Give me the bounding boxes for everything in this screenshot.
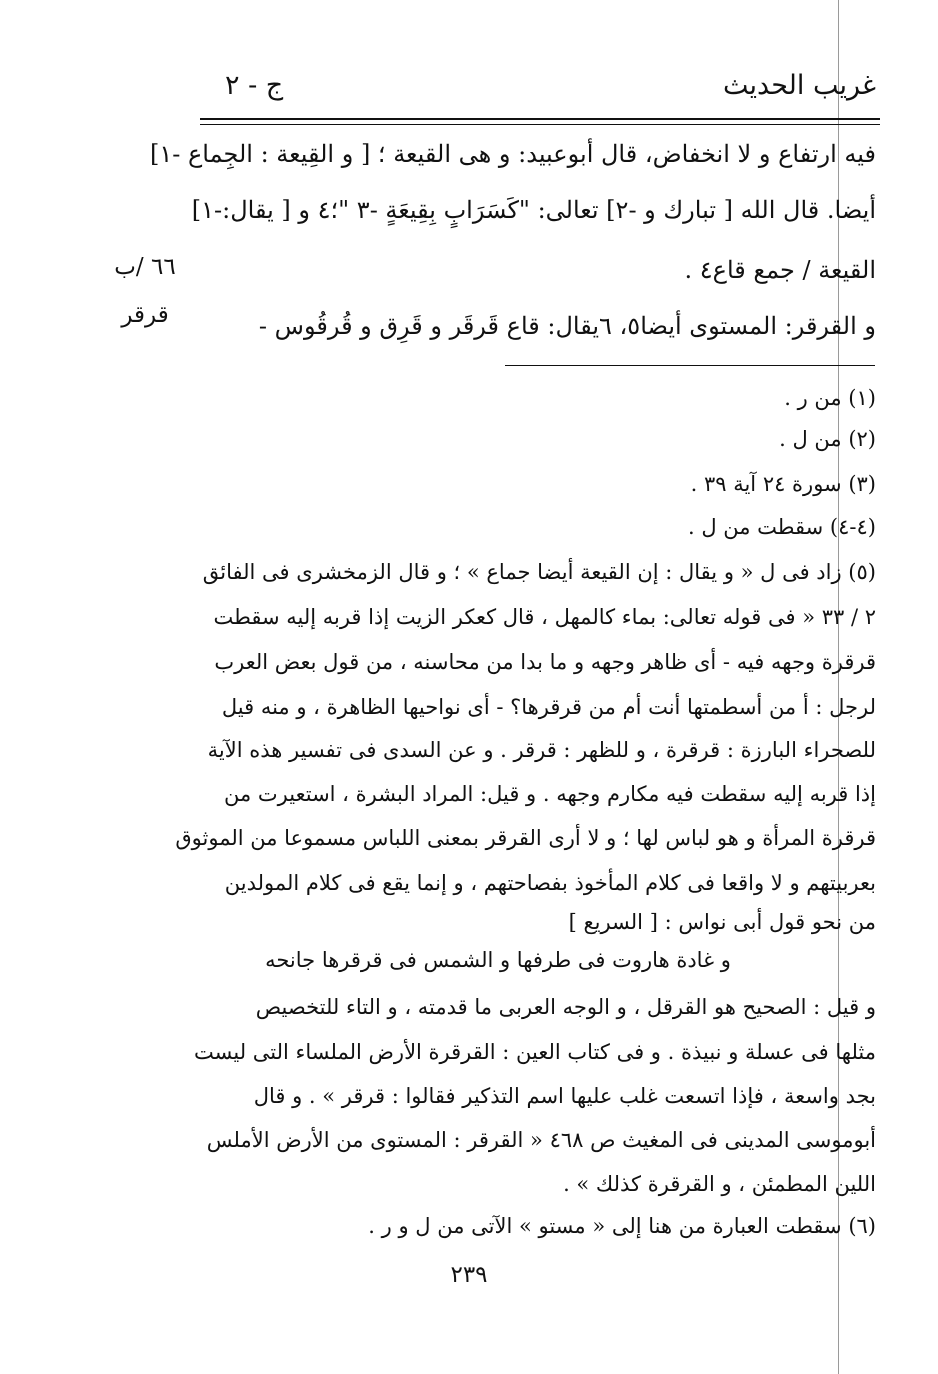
running-title: غريب الحديث bbox=[723, 70, 876, 101]
body-line-4: و القرقر: المستوى أيضا٥، ٦يقال: قاع قَرقَر و قَرِق و قُرقُوس - bbox=[258, 312, 876, 340]
poetry-verse: و غادة هاروت فى طرفها و الشمس فى قرقرها جانحه bbox=[265, 948, 731, 972]
footnote-2: (٢) من ل . bbox=[779, 427, 876, 451]
footnote-3: (٣) سورة ٢٤ آية ٣٩ . bbox=[690, 472, 876, 496]
footnote-5-line-3: قرقرة وجهه فيه - أى ظاهر وجهه و ما بدا من محاسنه ، من قول بعض العرب bbox=[214, 650, 876, 674]
footnote-5-line-5: للصحراء البارزة : قرقرة ، و للظهر : قرقر . و عن السدى فى تفسير هذه الآية bbox=[207, 738, 876, 762]
footnote-5-line-14: اللين المطمئن ، و القرقرة كذلك » . bbox=[563, 1172, 876, 1196]
header-rule-thin bbox=[200, 124, 880, 125]
footnote-6: (٦) سقطت العبارة من هنا إلى « مستو » الآتى من ل و ر . bbox=[368, 1214, 876, 1238]
footnote-1: (١) من ر . bbox=[784, 386, 876, 410]
footnote-5-line-1: (٥) زاد فى ل « و يقال : إن القيعة أيضا جماع » ؛ و قال الزمخشرى فى الفائق bbox=[202, 560, 876, 584]
footnote-5-line-4: لرجل : أ من أسطمتها أنت أم من قرقرها؟ - أى نواحيها الظاهرة ، و منه قيل bbox=[221, 695, 876, 719]
footnote-5-line-8: بعربيتهم و لا واقعا فى كلام المأخوذ بفصاحتهم ، و إنما يقع فى كلام المولدين bbox=[224, 871, 876, 895]
footnote-separator bbox=[505, 365, 875, 366]
header-rule bbox=[200, 118, 880, 120]
margin-folio-marker: ٦٦ /ب bbox=[114, 254, 176, 280]
volume-indicator: ج - ٢ bbox=[225, 70, 284, 101]
body-line-1: فيه ارتفاع و لا انخفاض، قال أبوعبيد: و هى القيعة ؛ [ و القِيعة : الجِماع -١] bbox=[149, 140, 876, 168]
margin-headword: قرقر bbox=[121, 302, 169, 328]
footnote-5-line-6: إذا قربه إليه سقطت فيه مكارم وجهه . و قيل: المراد البشرة ، استعيرت من bbox=[224, 782, 876, 806]
body-line-3: القيعة / جمع قاع٤ . bbox=[684, 256, 876, 284]
footnote-5-line-11: مثلها فى عسلة و نبيذة . و فى كتاب العين : القرقرة الأرض الملساء التى ليست bbox=[194, 1040, 876, 1064]
page-number: ٢٣٩ bbox=[450, 1262, 488, 1288]
footnote-5-line-7: قرقرة المرأة و هو لباس لها ؛ و لا أرى القرقر بمعنى اللباس مسموعا من الموثوق bbox=[175, 826, 876, 850]
footnote-5-line-2: ٢ / ٣٣ « فى قوله تعالى: بماء كالمهل ، قال كعكر الزيت إذا قربه إليه سقطت bbox=[213, 605, 876, 629]
footnote-5-line-12: بجد واسعة ، فإذا اتسعت غلب عليها اسم التذكير فقالوا : قرقر » . و قال bbox=[253, 1084, 876, 1108]
footnote-5-line-13: أبوموسى المدينى فى المغيث ص ٤٦٨ « القرقر : المستوى من الأرض الأملس bbox=[206, 1128, 876, 1152]
footnote-5-line-9: من نحو قول أبى نواس : [ السريع ] bbox=[568, 910, 876, 934]
body-line-2: أيضا. قال الله [ تبارك و -٢] تعالى: "كَسَرَابٍ بِقِيعَةٍ -٣ "؛٤ و [ يقال:-١] bbox=[191, 196, 876, 224]
footnote-5-line-10: و قيل : الصحيح هو القرقل ، و الوجه العربى ما قدمته ، و التاء للتخصيص bbox=[255, 995, 876, 1019]
footnote-4: (٤-٤) سقطت من ل . bbox=[687, 515, 876, 539]
